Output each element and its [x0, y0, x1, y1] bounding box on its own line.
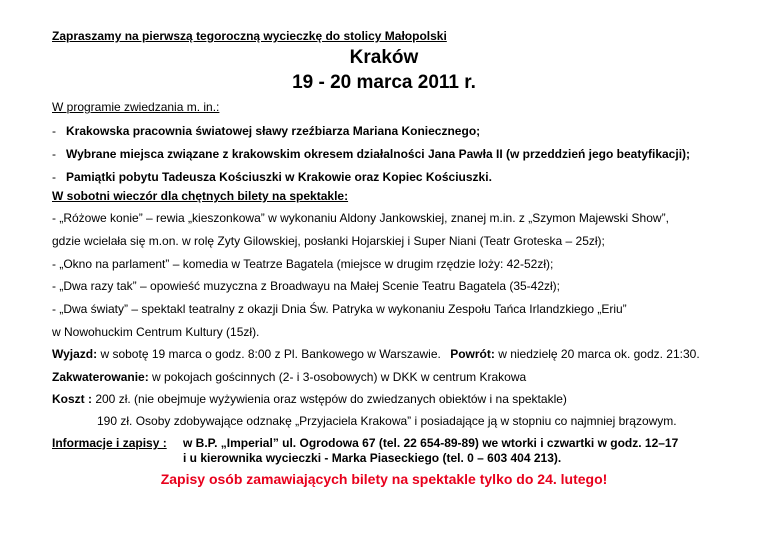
program-item-text: Krakowska pracownia światowej sławy rzeźbiarza Mariana Koniecznego; — [66, 124, 481, 138]
program-item-text: Pamiątki pobytu Tadeusza Kościuszki w Krakowie oraz Kopiec Kościuszki. — [66, 170, 492, 184]
info-text: w B.P. „Imperial” ul. Ogrodowa 67 (tel. 22 654-89-89) we wtorki i czwartki w godz. 12–17 — [183, 436, 679, 450]
cost-line-2: 190 zł. Osoby zdobywające odznakę „Przyjaciela Krakowa” i posiadające ją w stopniu co najmniej brązowym. — [97, 414, 677, 428]
return-text: w niedzielę 20 marca ok. godz. 21:30. — [494, 347, 700, 361]
show-line: - „Dwa razy tak” – opowieść muzyczna z Broadwayu na Małej Scenie Teatru Bagatela (35-42zł); — [52, 279, 561, 293]
info-line — [52, 436, 679, 450]
info-label: Informacje i zapisy : — [52, 436, 167, 450]
cost-line — [52, 392, 567, 406]
tickets-heading: W sobotni wieczór dla chętnych bilety na spektakle: — [52, 189, 349, 203]
lodging-text: w pokojach gościnnych (2- i 3-osobowych) w DKK w centrum Krakowa — [148, 370, 527, 384]
info-line-2: i u kierownika wycieczki - Marka Piaseckiego (tel. 0 – 603 404 213). — [183, 451, 562, 465]
show-line: w Nowohuckim Centrum Kultury (15zł). — [52, 325, 260, 339]
cost-label: Koszt : — [52, 392, 92, 406]
departure-label: Wyjazd: — [52, 347, 98, 361]
bullet-dash: - — [52, 124, 56, 138]
show-line: gdzie wcielała się m.on. w rolę Zyty Gilowskiej, posłanki Hojarskiej i Super Niani (Teatr Groteska – 25zł); — [52, 234, 605, 248]
cost-text: 200 zł. (nie obejmuje wyżywienia oraz wstępów do zwiedzanych obiektów i na spektakle) — [92, 392, 567, 406]
program-item-text: Wybrane miejsca związane z krakowskim okresem działalności Jana Pawła II (w przeddzień jego beatyfikacji); — [66, 147, 691, 161]
deadline-notice: Zapisy osób zamawiających bilety na spektakle tylko do 24. lutego! — [160, 471, 608, 487]
title-city: Kraków — [349, 47, 419, 68]
show-line: - „Różowe konie” – rewia „kieszonkowa” w wykonaniu Aldony Jankowskiej, znanej m.in. z „Szymon Majewski Show”, — [52, 211, 669, 225]
bullet-dash: - — [52, 147, 56, 161]
program-intro: W programie zwiedzania m. in.: — [52, 100, 220, 114]
bullet-dash: - — [52, 170, 56, 184]
page-header: Zapraszamy na pierwszą tegoroczną wycieczkę do stolicy Małopolski — [52, 29, 447, 43]
departure-text: w sobotę 19 marca o godz. 8:00 z Pl. Bankowego w Warszawie. — [97, 347, 441, 361]
lodging-label: Zakwaterowanie: — [52, 370, 149, 384]
lodging-line — [52, 370, 526, 384]
return-label: Powrót: — [450, 347, 495, 361]
show-line: - „Dwa światy” – spektakl teatralny z okazji Dnia Św. Patryka w wykonaniu Zespołu Tańca Irlandzkiego „Eriu” — [52, 302, 627, 316]
title-date: 19 - 20 marca 2011 r. — [292, 72, 476, 93]
show-line: - „Okno na parlament” – komedia w Teatrze Bagatela (miejsce w drugim rzędzie loży: 42-52zł); — [52, 257, 554, 271]
departure-line — [52, 347, 700, 361]
